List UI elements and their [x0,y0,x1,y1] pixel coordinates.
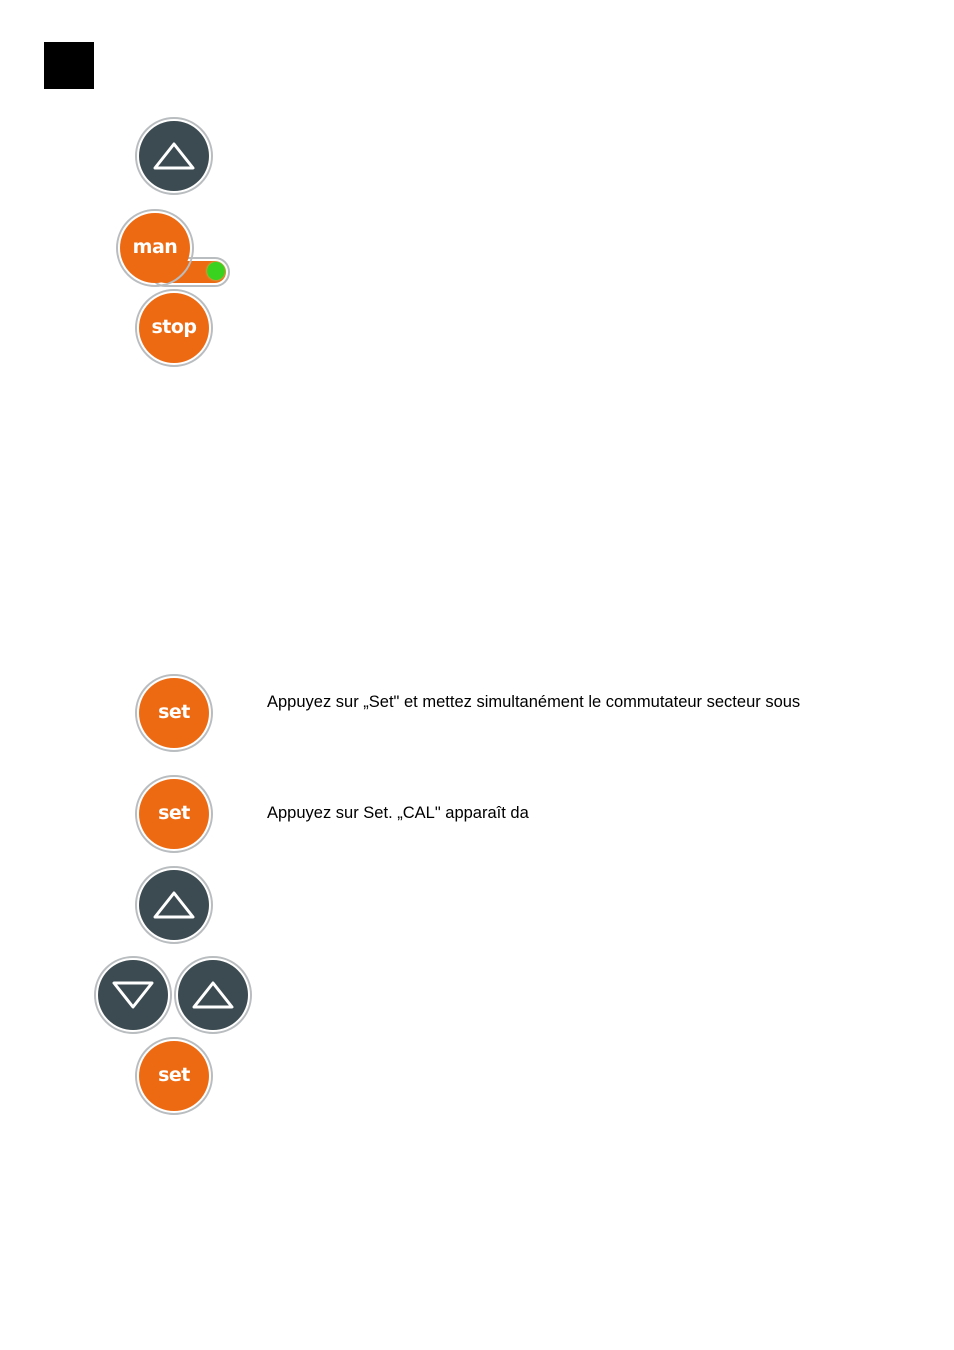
stop-button-label: stop [151,316,197,338]
man-button[interactable] [116,209,194,287]
section-marker [44,42,94,89]
down-triangle-icon [111,980,155,1010]
step-text-1: Appuyez sur „Set" et mettez simultanément le commutateur secteur sous [267,693,801,711]
led-indicator [207,262,225,280]
up-triangle-icon [152,890,196,920]
set-button-label: set [158,701,190,723]
set-button[interactable] [135,775,213,853]
step-text-2: Appuyez sur Set. „CAL" apparaît da [267,804,529,822]
up-button[interactable] [174,956,252,1034]
up-button[interactable] [135,117,213,195]
man-button-label: man [132,236,178,258]
set-button[interactable] [135,674,213,752]
up-triangle-icon [152,141,196,171]
set-button[interactable] [135,1037,213,1115]
down-button[interactable] [94,956,172,1034]
stop-button[interactable] [135,289,213,367]
set-button-label: set [158,1064,190,1086]
set-button-label: set [158,802,190,824]
up-button[interactable] [135,866,213,944]
up-triangle-icon [191,980,235,1010]
